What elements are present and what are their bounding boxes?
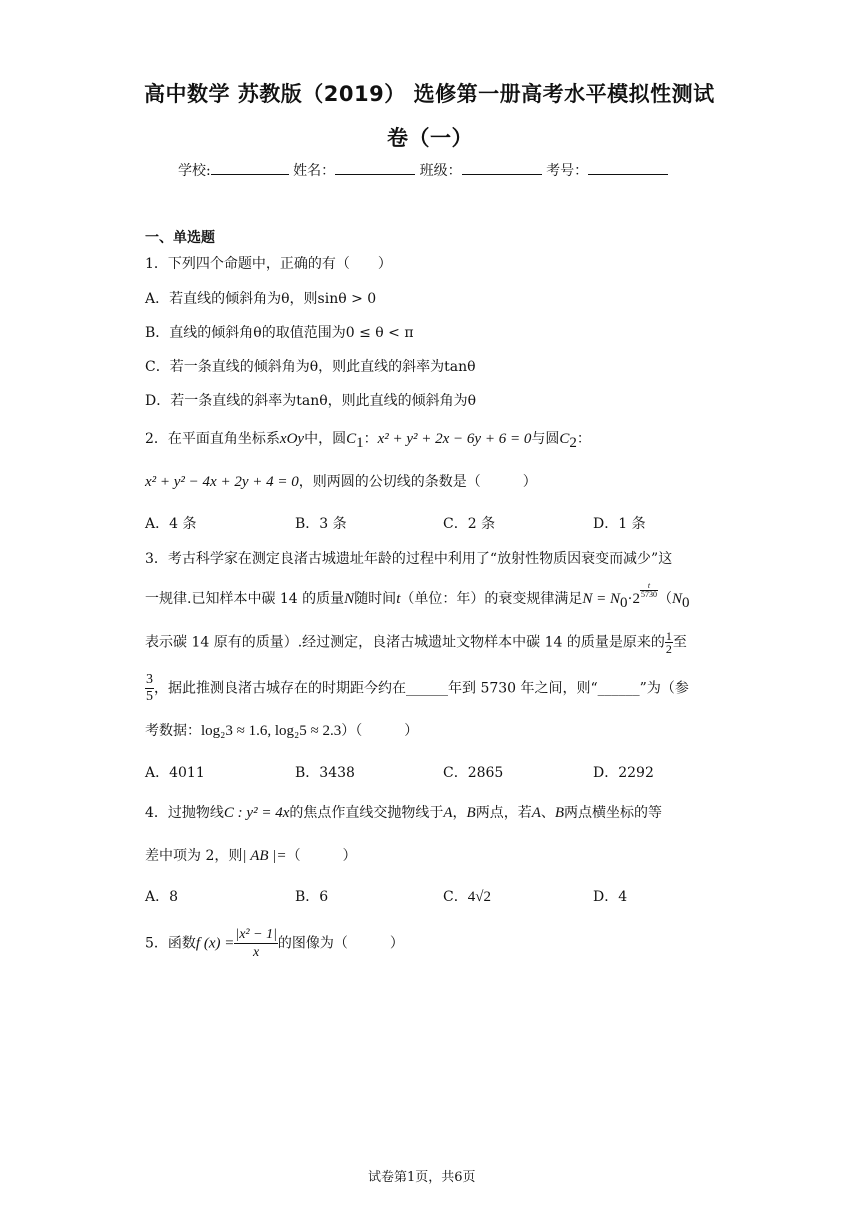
- q2-text-f: ，则两圆的公切线的条数是（ ）: [298, 474, 537, 490]
- q3-text-c: （单位：年）的衰变规律满足: [400, 591, 583, 607]
- q4-point-a2: A: [531, 805, 541, 821]
- q3-formula-base: ·2: [627, 591, 640, 607]
- q2-c1: C: [346, 431, 357, 447]
- school-label: 学校:: [178, 163, 211, 179]
- q2-option-a: A．4 条: [145, 516, 197, 532]
- q4-text-f: 两点横坐标的等: [564, 805, 663, 821]
- q4-point-b: B: [466, 805, 476, 821]
- q5-fraction: [234, 926, 278, 961]
- q3-text-g: ，据此推测良渚古城存在的时期距今约在______年到 5730 年之间，则“______”为（参: [154, 680, 689, 697]
- q4-point-b2: B: [554, 805, 565, 821]
- q1-option-c: C．若一条直线的倾斜角为θ，则此直线的斜率为tanθ: [145, 359, 476, 375]
- q4-point-a: A: [443, 805, 453, 821]
- q3-frac-num: 3: [146, 672, 153, 687]
- q2-option-b: B．3 条: [295, 516, 347, 532]
- q2-eq1: x² + y² + 2x − 6y + 6 = 0: [377, 431, 532, 447]
- q2-stem-line1: [145, 428, 591, 452]
- q3-line3: [145, 630, 687, 655]
- q3-n: N: [344, 591, 355, 607]
- q4-text-e: 、: [540, 805, 555, 821]
- q4-line1: [145, 802, 662, 822]
- q4-option-c: [443, 886, 491, 906]
- q5-stem: [145, 926, 404, 961]
- q3-formula-sub: 0: [620, 594, 628, 611]
- q4-option-b: B．6: [295, 889, 329, 905]
- q3-exp-den: 5730: [641, 590, 657, 599]
- q3-ref-data: log₂3 ≈ 1.6, log₂5 ≈ 2.3: [201, 723, 342, 739]
- q2-c2-sub: 2: [569, 434, 577, 451]
- exam-title-line1: 高中数学 苏教版（2019） 选修第一册高考水平模拟性测试: [144, 82, 715, 106]
- q5-frac-num: |x² − 1|: [235, 927, 277, 942]
- q3-text-h: 考数据：: [145, 723, 201, 739]
- q3-text-d: （: [658, 591, 672, 607]
- q5-text-b: 的图像为（ ）: [277, 935, 404, 952]
- q3-option-a: A．4011: [145, 765, 205, 781]
- q3-formula-n: N = N: [582, 591, 620, 607]
- q2-c1-sub: 1: [356, 434, 364, 451]
- page-footer: 试卷第1页，共6页: [368, 1170, 476, 1185]
- exam-title-line2: 卷（一）: [387, 126, 473, 150]
- q5-frac-den: x: [253, 945, 260, 960]
- q3-n0-sub: 0: [682, 594, 690, 611]
- q2-eq2: x² + y² − 4x + 2y + 4 = 0: [145, 474, 299, 490]
- q3-line1: 3．考古科学家在测定良渚古城遗址年龄的过程中利用了“放射性物质因衰变而减少”这: [145, 551, 673, 567]
- q2-text-e: ：: [576, 431, 591, 447]
- q3-option-c: C．2865: [443, 765, 504, 781]
- q2-text-c: ：: [363, 431, 378, 447]
- q2-text-a: 2．在平面直角坐标系: [145, 431, 280, 447]
- q3-line5: [145, 720, 418, 740]
- q3-t: t: [396, 591, 401, 607]
- q2-xoy: xOy: [279, 431, 305, 447]
- q2-text-d: 与圆: [531, 431, 560, 447]
- q3-line4: [145, 672, 689, 705]
- q4-text-g: 差中项为 2，则: [145, 848, 243, 864]
- q3-text-a: 一规律.已知样本中碳 14 的质量: [145, 591, 345, 607]
- exam-no-label: 考号：: [546, 163, 589, 179]
- q3-option-b: B．3438: [295, 765, 355, 781]
- section-heading: 一、单选题: [145, 230, 215, 246]
- name-label: 姓名：: [293, 163, 336, 179]
- q4-option-c-value: 4√2: [467, 889, 491, 905]
- q4-option-a: A．8: [145, 889, 179, 905]
- q2-option-c: C．2 条: [443, 516, 496, 532]
- q1-option-a: A．若直线的倾斜角为θ，则sinθ > 0: [145, 291, 377, 307]
- q3-exp-num: t: [640, 582, 658, 591]
- q2-option-d: D．1 条: [593, 516, 646, 532]
- q2-c2: C: [559, 431, 570, 447]
- q4-ab-length: | AB |=: [242, 848, 287, 864]
- q3-n0: N: [672, 591, 683, 607]
- q3-text-b: 随时间: [354, 591, 397, 607]
- q2-stem-line2: [145, 471, 537, 491]
- q3-text-f: 至: [672, 634, 687, 651]
- class-blank: [462, 160, 542, 175]
- q4-line2: [145, 845, 357, 865]
- q3-text-e: 表示碳 14 原有的质量）.经过测定，良渚古城遗址文物样本中碳 14 的质量是原来的: [145, 634, 665, 651]
- class-label: 班级：: [419, 163, 462, 179]
- q4-text-d: 两点，若: [475, 805, 532, 821]
- q4-text-c: ，: [452, 805, 467, 821]
- q3-line2: [145, 581, 690, 612]
- q4-parabola: C : y² = 4x: [223, 805, 290, 821]
- q4-option-d: D．4: [593, 889, 628, 905]
- name-blank: [335, 160, 415, 175]
- q2-text-b: 中，圆: [304, 431, 347, 447]
- q1-option-b: B．直线的倾斜角θ的取值范围为0 ≤ θ < π: [145, 325, 414, 341]
- q3-exponent: [640, 582, 658, 599]
- school-blank: [211, 160, 289, 175]
- info-line: [178, 160, 668, 180]
- q1-option-d: D．若一条直线的斜率为tanθ，则此直线的倾斜角为θ: [145, 393, 477, 409]
- q3-frac-three-fifths: [145, 672, 154, 705]
- q5-text-a: 5．函数: [145, 935, 196, 952]
- q3-frac-half: [665, 630, 673, 655]
- exam-no-blank: [588, 160, 668, 175]
- q4-text-h: （ ）: [286, 848, 357, 864]
- q3-frac-half-den: 2: [665, 642, 672, 656]
- q1-stem: 1．下列四个命题中，正确的有（ ）: [145, 256, 392, 272]
- q3-option-d: D．2292: [593, 765, 654, 781]
- q4-text-a: 4．过抛物线: [145, 805, 224, 821]
- q3-text-i: ）（ ）: [341, 723, 419, 739]
- q4-text-b: 的焦点作直线交抛物线于: [289, 805, 444, 821]
- q4-option-c-label: C．: [443, 889, 468, 905]
- q3-frac-den: 5: [146, 689, 153, 704]
- q3-frac-half-num: 1: [665, 629, 672, 643]
- q5-fx: f (x) =: [195, 935, 235, 952]
